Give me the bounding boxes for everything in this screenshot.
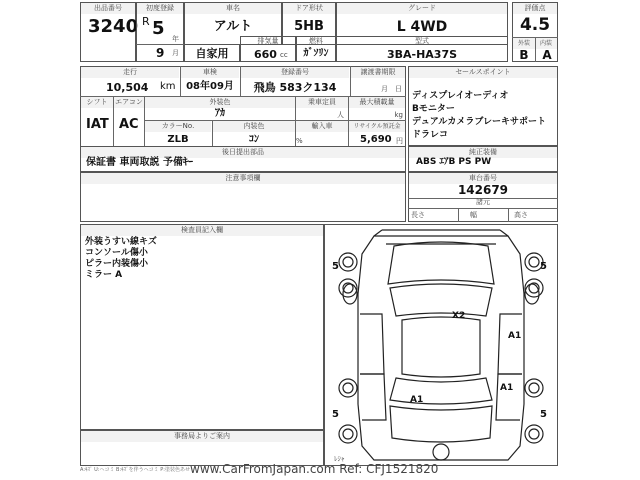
recycle-date: 月 日 <box>381 85 402 93</box>
colorno: ZLB <box>167 134 189 145</box>
selling-point-item: Bモニター <box>412 104 455 114</box>
grade-label: グレード <box>337 3 507 14</box>
selling-point-item: デュアルカメラブレーキサポート <box>412 117 547 127</box>
office-label: 事務局よりご案内 <box>81 431 323 442</box>
year-unit: 年 <box>172 35 179 43</box>
inspection: 08年09月 <box>186 81 234 92</box>
import-unit: % <box>296 137 303 145</box>
mileage-label: 走行 <box>81 67 179 78</box>
inspector-item: コンソール傷小 <box>85 248 148 258</box>
year-label: 初度登録 <box>137 3 183 14</box>
length-label: 長さ <box>411 211 425 219</box>
ac-label: エアコン <box>115 98 143 106</box>
inspector-label: 検査員記入欄 <box>81 225 323 236</box>
dims-label: 諸元 <box>476 198 490 206</box>
color-label: 外装色 <box>145 97 295 108</box>
load-label: 最大積載量 <box>349 97 405 108</box>
month-unit: 月 <box>172 49 179 57</box>
recycle-label: リサイクル預託金 <box>349 121 405 132</box>
std-equipment-value: ABS ｴｱB PS PW <box>416 157 492 167</box>
intcolor-label: 内装色 <box>213 121 295 132</box>
extras-label: 後日提出部品 <box>81 147 405 158</box>
notes-label: 注意事項欄 <box>81 173 405 184</box>
car-diagram <box>324 224 558 466</box>
plate-label: 登録番号 <box>241 67 349 78</box>
score-label: 評価点 <box>513 3 557 14</box>
tire-mark: 5 <box>540 409 547 420</box>
damage-mark: A1 <box>508 331 522 341</box>
std-equipment-label: 純正装備 <box>409 147 557 158</box>
import-label: 輸入車 <box>296 121 348 132</box>
grade: L 4WD <box>396 19 448 35</box>
year: 5 <box>152 18 165 39</box>
tire-mark: 5 <box>332 409 339 420</box>
corner-mark: ﾚｼｬ <box>334 455 345 463</box>
mileage: 10,504 <box>106 81 149 94</box>
shift-label: シフト <box>81 97 113 108</box>
recycle-date-label: 譲渡書期限 <box>351 67 405 78</box>
chassis-label: 車台番号 <box>409 173 557 184</box>
shift: IAT <box>86 117 109 132</box>
selling-point-item: ディスプレイオーディオ <box>412 91 509 101</box>
intcolor: ｺﾝ <box>249 134 259 145</box>
height-label: 高さ <box>514 211 528 219</box>
score: 4.5 <box>519 15 551 35</box>
usage: 自家用 <box>195 47 229 60</box>
door-label: ドア形状 <box>283 3 335 14</box>
fuel-label: 燃料 <box>309 37 323 45</box>
ext-label: 外装 <box>513 38 535 49</box>
era: R <box>142 15 150 28</box>
inspector-item: ミラー A <box>85 270 123 280</box>
damage-mark: X2 <box>452 311 466 321</box>
watermark: www.CarFromJapan.com Ref: CFJ1521820 <box>190 462 439 476</box>
ext-grade: B <box>519 48 529 62</box>
recycle-unit: 円 <box>396 137 403 145</box>
car-name-label: 車名 <box>185 3 281 14</box>
lot-label: 出品番号 <box>81 3 135 14</box>
model-label: 型式 <box>415 37 429 45</box>
ac: AC <box>119 117 139 132</box>
tire-mark: 5 <box>332 261 339 272</box>
fuel: ｶﾞｿﾘﾝ <box>303 48 329 59</box>
displacement: 660 <box>254 48 277 61</box>
color: ｱｶ <box>215 108 225 119</box>
car-name: アルト <box>213 19 253 34</box>
damage-mark: A1 <box>410 395 424 405</box>
int-label: 内装 <box>535 38 557 49</box>
selling-points-label: セールスポイント <box>409 67 557 78</box>
recycle: 5,690 <box>360 134 392 145</box>
extras-value: 保証書 車両取説 予備ｷｰ <box>86 157 193 168</box>
capacity-label: 乗車定員 <box>296 97 348 108</box>
int-grade: A <box>542 48 552 62</box>
inspector-item: 外装うすい線キズ <box>85 237 157 247</box>
width-label: 幅 <box>470 211 477 219</box>
mileage-unit: km <box>160 81 176 92</box>
colorno-label: カラーNo. <box>145 121 211 132</box>
displacement-label: 排気量 <box>257 37 279 45</box>
capacity-unit: 人 <box>337 111 344 119</box>
month: 9 <box>156 46 165 60</box>
lot-number: 3240 <box>88 16 139 37</box>
displacement-unit: cc <box>280 51 288 59</box>
chassis-number: 142679 <box>457 183 509 197</box>
plate: 飛鳥 583ク134 <box>253 81 337 94</box>
damage-mark: A1 <box>500 383 514 393</box>
tire-mark: 5 <box>540 261 547 272</box>
selling-point-item: ドラレコ <box>412 130 449 140</box>
inspection-label: 車検 <box>181 67 239 78</box>
load-unit: kg <box>394 111 403 119</box>
legend: A:ｷｽﾞ U:ヘコミ B:ｷｽﾞを伴うヘコミ P:塗装色あせ <box>80 467 190 473</box>
door: 5HB <box>294 19 324 34</box>
inspector-item: ピラー内装傷小 <box>85 259 149 269</box>
model: 3BA-HA37S <box>386 48 458 61</box>
